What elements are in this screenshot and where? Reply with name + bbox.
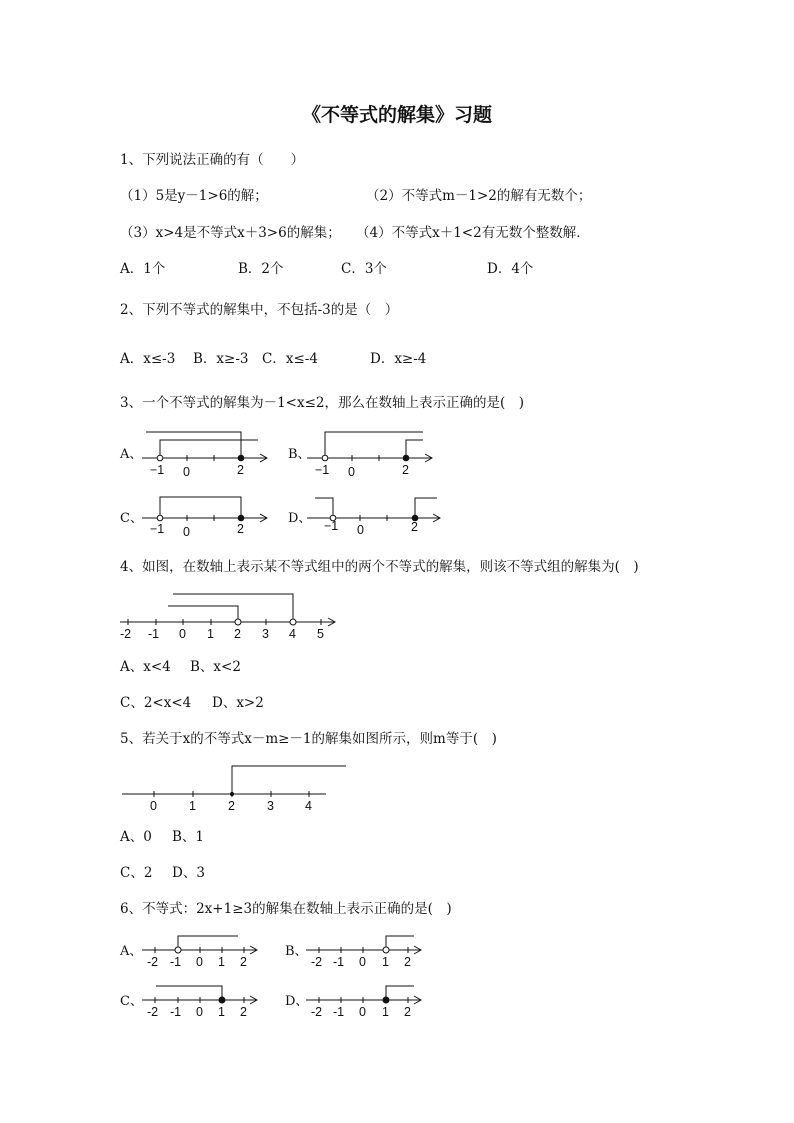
bracket-range	[160, 440, 258, 458]
q6-number-line-d[interactable]	[304, 978, 434, 1022]
bracket-range	[156, 986, 222, 1000]
open-endpoint	[175, 947, 181, 953]
q5-option-c[interactable]: C、2	[120, 865, 153, 881]
q2-option-b[interactable]: B．x≥-3	[193, 351, 249, 367]
q1-option-d[interactable]: D．4个	[487, 261, 534, 277]
bracket-range	[325, 432, 423, 458]
tick-label: -2	[311, 1005, 323, 1019]
tick-label: 1	[207, 627, 214, 641]
tick-label: 2	[240, 1005, 247, 1019]
tick-label: 4	[289, 627, 296, 641]
page-title: 《不等式的解集》习题	[301, 104, 492, 126]
bracket-range	[160, 497, 241, 518]
q4-option-b[interactable]: B、x<2	[190, 659, 241, 675]
bracket-range	[178, 936, 238, 950]
tick-label: 1	[382, 955, 389, 969]
q2-option-d[interactable]: D．x≥-4	[370, 351, 427, 367]
tick-label: 2	[404, 955, 411, 969]
bracket-range	[168, 606, 238, 622]
q3-option-c-label[interactable]: C、	[120, 511, 143, 526]
q4-option-a[interactable]: A、x<4	[120, 659, 171, 675]
tick-label: 1	[189, 799, 196, 813]
q3-number-line-a[interactable]	[140, 428, 280, 480]
q3-option-b-label[interactable]: B、	[288, 447, 311, 462]
q6-option-c-label[interactable]: C、	[120, 994, 143, 1009]
tick-label: -1	[333, 1005, 345, 1019]
open-endpoint	[235, 619, 241, 625]
tick-label: 0	[196, 1005, 203, 1019]
q6-number-line-c[interactable]	[140, 978, 270, 1022]
tick-label: −1	[150, 463, 165, 477]
q3-option-a-label[interactable]: A、	[120, 447, 143, 462]
tick-label: −1	[150, 522, 165, 536]
tick-label: -2	[147, 1005, 159, 1019]
q1-statement-3: （3）x>4是不等式x＋3>6的解集；	[120, 225, 341, 241]
closed-endpoint	[403, 455, 409, 461]
tick-label: 4	[305, 799, 312, 813]
q4-stem: 4、如图，在数轴上表示某不等式组中的两个不等式的解集，则该不等式组的解集为( )	[120, 559, 639, 575]
bracket-range	[315, 498, 333, 518]
closed-endpoint	[383, 997, 389, 1003]
tick-label: 0	[348, 465, 355, 479]
tick-label: 0	[357, 523, 364, 537]
tick-label: 2	[411, 520, 418, 534]
tick-label: 3	[267, 799, 274, 813]
q3-number-line-c[interactable]	[140, 490, 280, 542]
tick-label: 0	[183, 525, 190, 539]
q1-statement-4: （4）不等式x＋1<2有无数个整数解．	[356, 225, 590, 241]
q4-option-c[interactable]: C、2<x<4	[120, 695, 192, 711]
closed-endpoint	[238, 455, 244, 461]
q6-option-b-label[interactable]: B、	[285, 944, 308, 959]
open-endpoint	[383, 947, 389, 953]
bracket-range	[232, 766, 346, 794]
q1-statement-1: （1）5是y－1>6的解；	[120, 188, 268, 204]
q4-option-d[interactable]: D、x>2	[212, 695, 264, 711]
tick-label: -1	[333, 955, 345, 969]
q4-number-line	[118, 588, 348, 644]
tick-label: 2	[237, 522, 244, 536]
q1-statement-2: （2）不等式m－1>2的解有无数个；	[366, 188, 592, 204]
q3-option-d-label[interactable]: D、	[288, 511, 312, 526]
q1-stem: 1、下列说法正确的有（ ）	[120, 152, 305, 168]
q3-stem: 3、一个不等式的解集为－1<x≤2，那么在数轴上表示正确的是( )	[120, 395, 525, 411]
tick-label: 0	[359, 955, 366, 969]
tick-label: -2	[147, 955, 159, 969]
tick-label: 2	[404, 1005, 411, 1019]
q2-option-a[interactable]: A．x≤-3	[120, 351, 176, 367]
tick-label: 1	[218, 1005, 225, 1019]
bracket-range	[386, 936, 414, 950]
q3-number-line-b[interactable]	[305, 428, 445, 480]
q1-option-c[interactable]: C．3个	[341, 261, 387, 277]
tick-label: 2	[234, 627, 241, 641]
tick-label: 2	[402, 463, 409, 477]
q1-option-b[interactable]: B．2个	[238, 261, 284, 277]
q6-stem: 6、不等式：2x+1≥3的解集在数轴上表示正确的是( )	[120, 901, 452, 917]
q5-option-b[interactable]: B、1	[172, 829, 205, 845]
open-endpoint	[157, 515, 163, 521]
tick-label: 2	[228, 799, 235, 813]
q1-option-a[interactable]: A．1个	[120, 261, 166, 277]
open-endpoint	[290, 619, 296, 625]
q3-number-line-d[interactable]	[305, 490, 450, 542]
q5-number-line	[120, 760, 352, 816]
tick-label: −1	[324, 519, 339, 533]
bracket-range	[406, 440, 423, 458]
q6-number-line-a[interactable]	[140, 928, 270, 972]
tick-label: 5	[317, 627, 324, 641]
tick-label: 0	[179, 627, 186, 641]
tick-label: 0	[359, 1005, 366, 1019]
q6-option-a-label[interactable]: A、	[120, 944, 143, 959]
tick-label: 1	[218, 955, 225, 969]
open-endpoint	[157, 455, 163, 461]
tick-label: 1	[382, 1005, 389, 1019]
bracket-range	[386, 986, 414, 1000]
q5-stem: 5、若关于x的不等式x－m≥－1的解集如图所示，则m等于( )	[120, 731, 497, 747]
tick-label: 2	[240, 955, 247, 969]
tick-label: -1	[170, 955, 182, 969]
q5-option-a[interactable]: A、0	[120, 829, 152, 845]
closed-endpoint	[230, 792, 233, 795]
closed-endpoint	[238, 515, 244, 521]
q2-option-c[interactable]: C．x≤-4	[262, 351, 318, 367]
closed-endpoint	[219, 997, 225, 1003]
tick-label: -1	[148, 627, 160, 641]
tick-label: −1	[315, 463, 330, 477]
bracket-range	[415, 498, 437, 518]
q5-option-d[interactable]: D、3	[172, 865, 205, 881]
q6-option-d-label[interactable]: D、	[285, 994, 309, 1009]
q6-number-line-b[interactable]	[304, 928, 434, 972]
bracket-range	[173, 594, 293, 622]
tick-label: -2	[120, 627, 132, 641]
tick-label: -2	[311, 955, 323, 969]
tick-label: -1	[170, 1005, 182, 1019]
tick-label: 3	[262, 627, 269, 641]
tick-label: 0	[196, 955, 203, 969]
q2-stem: 2、下列不等式的解集中，不包括-3的是（ ）	[120, 302, 399, 318]
tick-label: 0	[183, 465, 190, 479]
open-endpoint	[322, 455, 328, 461]
tick-label: 2	[237, 463, 244, 477]
tick-label: 0	[150, 799, 157, 813]
